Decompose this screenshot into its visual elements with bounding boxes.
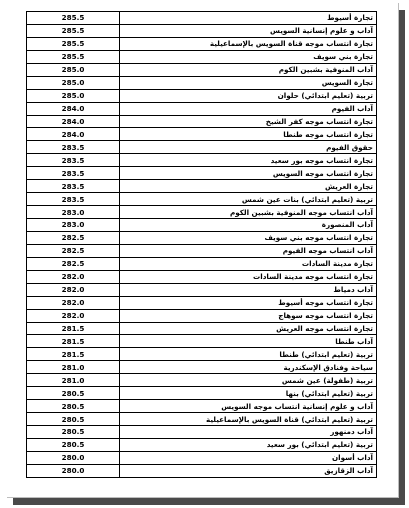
table-row [27, 128, 377, 141]
score-cell: 283.5 [27, 180, 120, 193]
faculty-name-cell: آداب انتساب موجه المنوفية بشبين الكوم [120, 206, 377, 219]
scores-table-body [27, 12, 377, 478]
table-row [27, 257, 377, 270]
score-cell: 281.5 [27, 322, 120, 335]
faculty-name-cell: آداب انتساب موجه الفيوم [120, 244, 377, 257]
faculty-name-cell: آداب و علوم إنسانية السويس [120, 24, 377, 37]
faculty-name-cell: آداب دمنهور [120, 426, 377, 439]
table-row [27, 438, 377, 451]
table-row [27, 102, 377, 115]
score-cell: 284.0 [27, 115, 120, 128]
faculty-name-cell: تجارة انتساب موجه أسيوط [120, 296, 377, 309]
score-cell: 285.5 [27, 50, 120, 63]
table-row [27, 400, 377, 413]
table-row [27, 193, 377, 206]
score-cell: 285.5 [27, 12, 120, 25]
table-row [27, 309, 377, 322]
document-sheet [26, 11, 377, 478]
faculty-name-cell: تجارة بني سويف [120, 50, 377, 63]
score-cell: 283.5 [27, 141, 120, 154]
faculty-name-cell: تجارة مدينة السادات [120, 257, 377, 270]
score-cell: 284.0 [27, 128, 120, 141]
table-row [27, 180, 377, 193]
faculty-name-cell: آداب و علوم إنسانية انتساب موجه السويس [120, 400, 377, 413]
table-row [27, 63, 377, 76]
table-row [27, 76, 377, 89]
table-row [27, 219, 377, 232]
faculty-name-cell: تربية (تعليم ابتدائي) بور سعيد [120, 438, 377, 451]
table-row [27, 374, 377, 387]
score-cell: 282.5 [27, 244, 120, 257]
faculty-name-cell: حقوق الفيوم [120, 141, 377, 154]
faculty-name-cell: تربية (تعليم ابتدائي) طنطا [120, 348, 377, 361]
faculty-name-cell: آداب المنوفية بشبين الكوم [120, 63, 377, 76]
table-row [27, 115, 377, 128]
table-row [27, 387, 377, 400]
score-cell: 283.0 [27, 206, 120, 219]
score-cell: 282.0 [27, 296, 120, 309]
score-cell: 285.0 [27, 63, 120, 76]
score-cell: 283.5 [27, 193, 120, 206]
faculty-name-cell: تربية (تعليم ابتدائي) بنات عين شمس [120, 193, 377, 206]
faculty-name-cell: تجارة انتساب موجه بور سعيد [120, 154, 377, 167]
score-cell: 283.0 [27, 219, 120, 232]
faculty-name-cell: آداب أسوان [120, 451, 377, 464]
table-row [27, 231, 377, 244]
score-cell: 283.5 [27, 154, 120, 167]
table-row [27, 335, 377, 348]
table-row [27, 296, 377, 309]
faculty-name-cell: تجارة انتساب موجه السويس [120, 167, 377, 180]
score-cell: 281.0 [27, 361, 120, 374]
page-frame [7, 3, 399, 498]
score-cell: 283.5 [27, 167, 120, 180]
score-cell: 282.0 [27, 309, 120, 322]
score-cell: 285.0 [27, 76, 120, 89]
score-cell: 280.5 [27, 400, 120, 413]
table-row [27, 361, 377, 374]
faculty-name-cell: تجارة انتساب موجه العريش [120, 322, 377, 335]
faculty-name-cell: تربية (تعليم ابتدائي) قناة السويس بالإسماعيلية [120, 413, 377, 426]
table-row [27, 283, 377, 296]
faculty-name-cell: آداب الفيوم [120, 102, 377, 115]
table-row [27, 89, 377, 102]
score-cell: 285.5 [27, 24, 120, 37]
faculty-name-cell: تربية (تعليم ابتدائي) حلوان [120, 89, 377, 102]
faculty-name-cell: سياحة وفنادق الإسكندرية [120, 361, 377, 374]
table-row [27, 451, 377, 464]
table-row [27, 24, 377, 37]
score-cell: 285.5 [27, 37, 120, 50]
score-cell: 280.5 [27, 426, 120, 439]
faculty-name-cell: تربية (طفولة) عين شمس [120, 374, 377, 387]
faculty-name-cell: تجارة العريش [120, 180, 377, 193]
table-row [27, 154, 377, 167]
table-row [27, 413, 377, 426]
faculty-name-cell: تربية (تعليم ابتدائي) بنها [120, 387, 377, 400]
faculty-name-cell: تجارة أسيوط [120, 12, 377, 25]
table-row [27, 206, 377, 219]
scores-table [26, 11, 377, 478]
table-row [27, 348, 377, 361]
table-row [27, 464, 377, 477]
table-row [27, 37, 377, 50]
score-cell: 282.0 [27, 270, 120, 283]
score-cell: 281.5 [27, 335, 120, 348]
faculty-name-cell: تجارة انتساب موجه قناة السويس بالإسماعيلية [120, 37, 377, 50]
score-cell: 280.0 [27, 464, 120, 477]
score-cell: 280.5 [27, 387, 120, 400]
faculty-name-cell: آداب المنصورة [120, 219, 377, 232]
faculty-name-cell: تجارة السويس [120, 76, 377, 89]
score-cell: 282.5 [27, 231, 120, 244]
faculty-name-cell: تجارة انتساب موجه سوهاج [120, 309, 377, 322]
faculty-name-cell: تجارة انتساب موجه بني سويف [120, 231, 377, 244]
score-cell: 280.5 [27, 438, 120, 451]
faculty-name-cell: آداب دمياط [120, 283, 377, 296]
score-cell: 281.0 [27, 374, 120, 387]
faculty-name-cell: تجارة انتساب موجه مدينة السادات [120, 270, 377, 283]
score-cell: 282.0 [27, 283, 120, 296]
table-row [27, 141, 377, 154]
table-row [27, 167, 377, 180]
faculty-name-cell: آداب الزقازيق [120, 464, 377, 477]
score-cell: 280.0 [27, 451, 120, 464]
table-row [27, 426, 377, 439]
score-cell: 285.0 [27, 89, 120, 102]
table-row [27, 270, 377, 283]
score-cell: 282.5 [27, 257, 120, 270]
table-row [27, 12, 377, 25]
table-row [27, 322, 377, 335]
score-cell: 284.0 [27, 102, 120, 115]
faculty-name-cell: تجارة انتساب موجه طنطا [120, 128, 377, 141]
table-row [27, 244, 377, 257]
score-cell: 281.5 [27, 348, 120, 361]
faculty-name-cell: آداب طنطا [120, 335, 377, 348]
faculty-name-cell: تجارة انتساب موجه كفر الشيخ [120, 115, 377, 128]
table-row [27, 50, 377, 63]
score-cell: 280.5 [27, 413, 120, 426]
